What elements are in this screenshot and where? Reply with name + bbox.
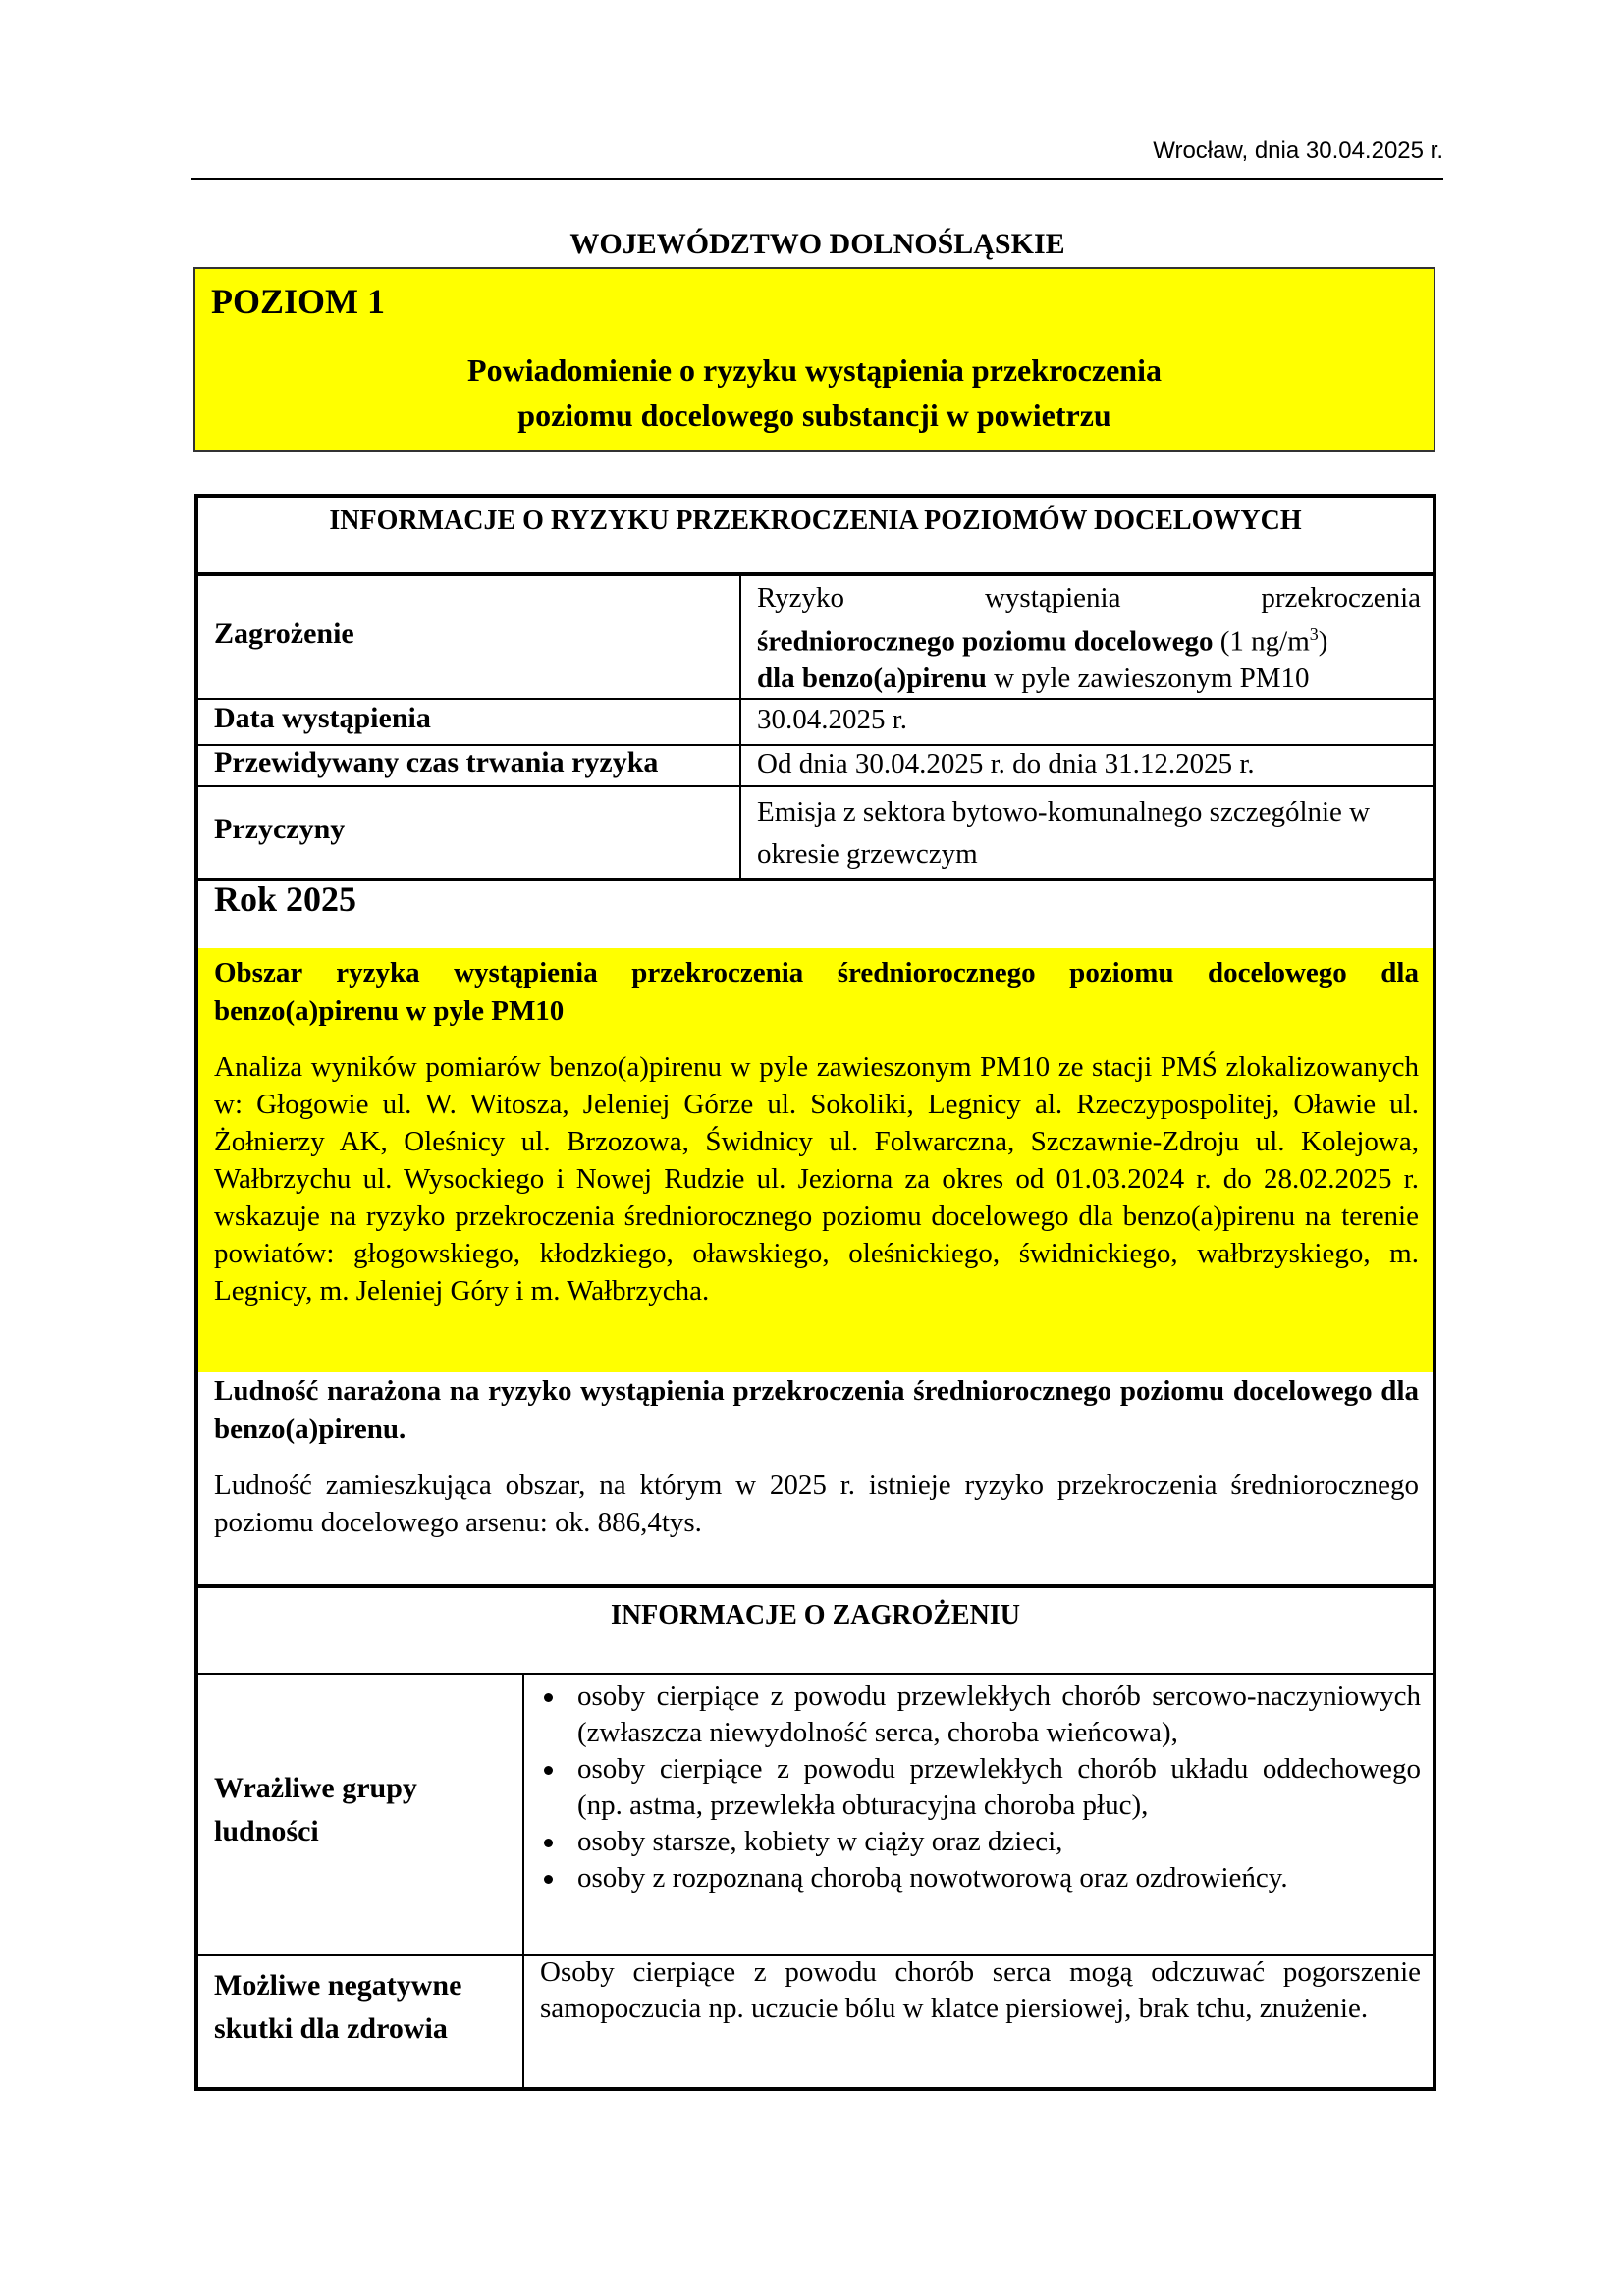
- alert-level: POZIOM 1: [211, 282, 385, 321]
- row-health-effects: [198, 1954, 1433, 2087]
- row-label: Data wystąpienia: [214, 702, 431, 734]
- list-item: osoby cierpiące z powodu przewlekłych chorób układu oddechowego (np. astma, przewlekła obturacyjna choroba płuc),: [540, 1751, 1421, 1824]
- list-item: osoby starsze, kobiety w ciąży oraz dzieci,: [540, 1824, 1421, 1860]
- row-label: Wrażliwe grupy ludności: [214, 1772, 417, 1847]
- row-threat: [198, 576, 1433, 700]
- alert-title: [195, 347, 1434, 438]
- row-value: Emisja z sektora bytowo-komunalnego szczególnie w okresie grzewczym: [739, 785, 1433, 878]
- row-value: [522, 1954, 1433, 2087]
- region-title: WOJEWÓDZTWO DOLNOŚLĄSKIE: [569, 228, 1065, 260]
- threat-info-table: [194, 1584, 1436, 2091]
- list-item: osoby cierpiące z powodu przewlekłych chorób sercowo-naczyniowych (zwłaszcza niewydolność serca, choroba wieńcowa),: [540, 1679, 1421, 1751]
- risk-area-highlight: [198, 948, 1433, 1372]
- header-divider: [191, 178, 1443, 180]
- row-causes: [198, 785, 1433, 881]
- year-label: Rok 2025: [214, 880, 357, 919]
- health-effects-text: Osoby cierpiące z powodu chorób serca mogą odczuwać pogorszenie samopoczucia np. uczucie bólu w klatce piersiowej, brak tchu, znużenie.: [540, 1956, 1421, 2024]
- risk-info-heading: INFORMACJE O RYZYKU PRZEKROCZENIA POZIOMÓW DOCELOWYCH: [198, 498, 1433, 576]
- exposed-heading: Ludność narażona na ryzyko wystąpienia przekroczenia średniorocznego poziomu docelowego dla benzo(a)pirenu.: [214, 1375, 1419, 1445]
- row-duration: [198, 744, 1433, 787]
- row-vulnerable-groups: [198, 1675, 1433, 1956]
- row-value: Od dnia 30.04.2025 r. do dnia 31.12.2025 r.: [739, 744, 1433, 785]
- row-label: Możliwe negatywne skutki dla zdrowia: [214, 1969, 462, 2045]
- alert-title-line-2: poziomu docelowego substancji w powietrzu: [517, 398, 1111, 433]
- place-date: Wrocław, dnia 30.04.2025 r.: [1153, 137, 1443, 164]
- risk-info-table: [194, 494, 1436, 1588]
- row-label: Przewidywany czas trwania ryzyka: [214, 746, 659, 778]
- exposed-text: Ludność zamieszkująca obszar, na którym w 2025 r. istnieje ryzyko przekroczenia średniorocznego poziomu docelowego arsenu: ok. 886,4tys.: [214, 1469, 1419, 1538]
- exposed-population: [214, 1372, 1419, 1541]
- row-value: [522, 1675, 1433, 1954]
- risk-area-text: Analiza wyników pomiarów benzo(a)pirenu w pyle zawieszonym PM10 ze stacji PMŚ zlokalizowanych w: Głogowie ul. W. Witosza, Jeleniej Górze ul. Sokoliki, Legnicy al. Rzeczypospolitej, Oławie ul. Żołnierzy AK, Oleśnicy ul. Brzozowa, Świdnicy ul. Folwarczna, Szczawnie-Zdroju ul. Kolejowa, Wałbrzychu ul. Wysockiego i Nowej Rudzie ul. Jeziorna za okres od 01.03.2024 r. do 28.02.2025 r. wskazuje na ryzyko przekroczenia średniorocznego poziomu docelowego dla benzo(a)pirenu na terenie powiatów: głogowskiego, kłodzkiego, oławskiego, oleśnickiego, świdnickiego, wałbrzyskiego, m. Legnicy, m. Jeleniej Góry i m. Wałbrzycha.: [214, 1051, 1419, 1307]
- row-label: Zagrożenie: [214, 617, 354, 650]
- row-label: Przyczyny: [214, 813, 346, 845]
- alert-title-line-1: Powiadomienie o ryzyku wystąpienia przekroczenia: [467, 352, 1162, 388]
- risk-area-heading: Obszar ryzyka wystąpienia przekroczenia średniorocznego poziomu docelowego dla benzo(a)pirenu w pyle PM10: [214, 957, 1419, 1027]
- threat-info-heading: INFORMACJE O ZAGROŻENIU: [198, 1588, 1433, 1675]
- alert-level-box: [193, 267, 1435, 452]
- row-value: 30.04.2025 r.: [739, 698, 1433, 744]
- row-date: [198, 698, 1433, 746]
- list-item: osoby z rozpoznaną chorobą nowotworową oraz ozdrowieńcy.: [540, 1860, 1421, 1896]
- vulnerable-groups-list: [540, 1675, 1421, 1896]
- row-value: Ryzyko wystąpienia przekroczenia średniorocznego poziomu docelowego (1 $ng/m^3$) dla benzo(a)pirenu w pyle zawieszonym PM10: [739, 576, 1433, 698]
